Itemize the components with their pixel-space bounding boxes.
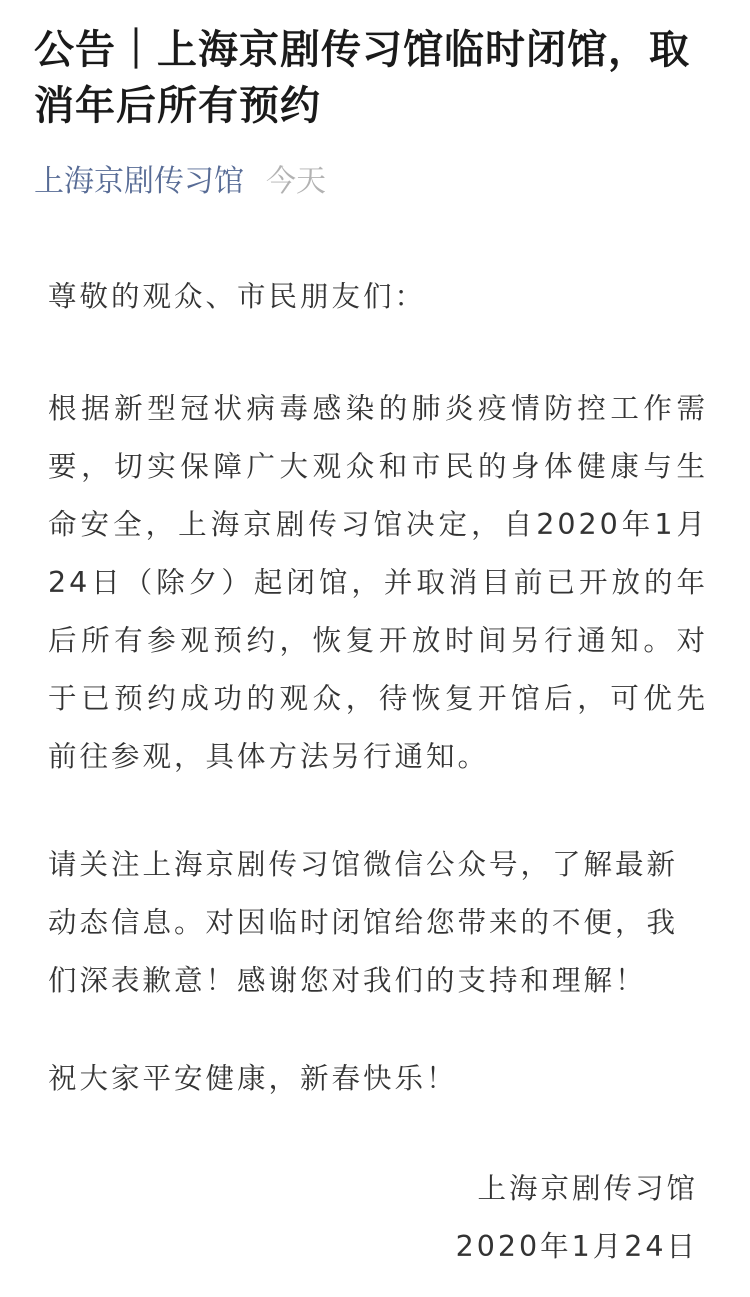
paragraph-main: 根据新型冠状病毒感染的肺炎疫情防控工作需要，切实保障广大观众和市民的身体健康与生命安全，上海京剧传习馆决定，自2020年1月24日（除夕）起闭馆，并取消目前已开放的年后所有参观预约，恢复开放时间另行通知。对于已预约成功的观众，待恢复开馆后，可优先前往参观，具体方法另行通知。 (48, 392, 708, 773)
paragraph-follow: 请关注上海京剧传习馆微信公众号，了解最新动态信息。对因临时闭馆给您带来的不便，我们深表歉意！感谢您对我们的支持和理解！ (48, 848, 679, 997)
signature-date: 2020年1月24日 (455, 1230, 698, 1263)
publish-time: 今天 (266, 164, 326, 199)
signature-org: 上海京剧传习馆 (477, 1172, 698, 1205)
paragraph-wish: 祝大家平安健康，新春快乐！ (48, 1062, 458, 1095)
article-meta (34, 162, 326, 202)
greeting: 尊敬的观众、市民朋友们： (48, 280, 427, 313)
account-name-link[interactable]: 上海京剧传习馆 (34, 164, 244, 199)
article-title: 公告｜上海京剧传习馆临时闭馆，取消年后所有预约 (34, 27, 690, 129)
